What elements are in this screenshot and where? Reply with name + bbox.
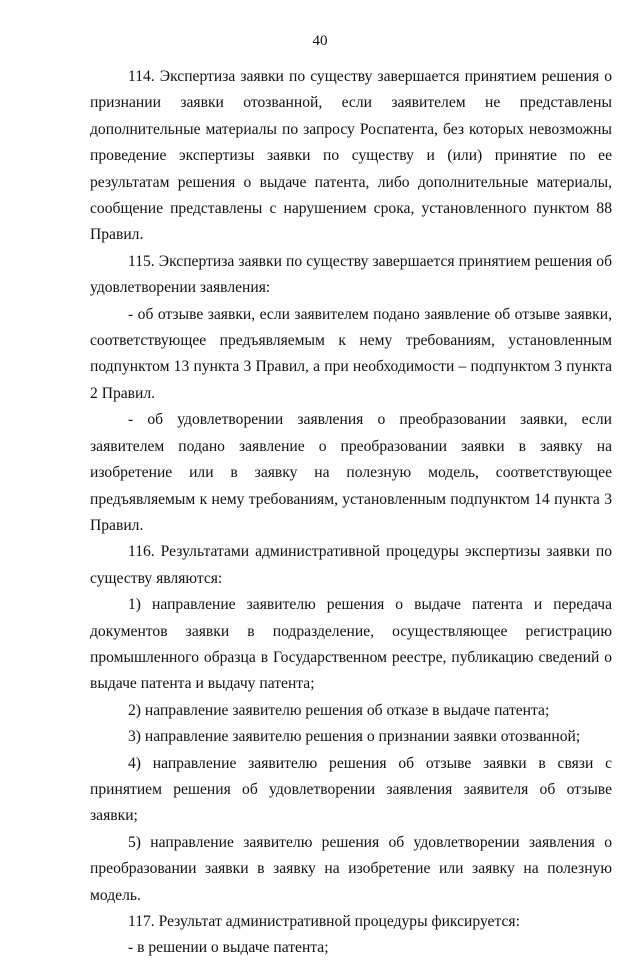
paragraph-115: 115. Экспертиза заявки по существу завершается принятием решения об удовлетворении заявления: <box>90 252 612 297</box>
document-body <box>90 64 612 962</box>
paragraph-116: 116. Результатами административной процедуры экспертизы заявки по существу являются: <box>90 543 612 587</box>
paragraph-116-item-2: 2) направление заявителю решения об отказе в выдаче патента; <box>128 701 550 719</box>
paragraph-116-item-3: 3) направление заявителю решения о признании заявки отозванной; <box>128 728 581 746</box>
paragraph-114: 114. Экспертиза заявки по существу завершается принятием решения о признании заявки отозванной, если заявителем не представлены дополнительные материалы по запросу Роспатента, без которых невозможны проведение экспертизы заявки по существу и (или) принятие по ее результатам решения о выдаче патента, либо дополнительные материалы, сообщение представлены с нарушением срока, установленного пунктом 88 Правил. <box>90 68 612 244</box>
paragraph-115-item-conversion: - об удовлетворении заявления о преобразовании заявки, если заявителем подано заявление о преобразовании заявки в заявку на изобретение или в заявку на полезную модель, соответствующее предъявляемым к нему требованиям, установленным подпунктом 14 пункта 3 Правил. <box>90 411 612 534</box>
paragraph-117: 117. Результат административной процедуры фиксируется: <box>128 913 520 930</box>
paragraph-115-item-withdrawal: - об отзыве заявки, если заявителем подано заявление об отзыве заявки, соответствующее предъявляемым к нему требованиям, установленным подпунктом 13 пункта 3 Правил, а при необходимости – подпунктом 3 пункта 2 Правил. <box>90 305 612 402</box>
paragraph-116-item-4: 4) направление заявителю решения об отзыве заявки в связи с принятием решения об удовлетворении заявления заявителя об отзыве заявки; <box>90 754 612 825</box>
page-number: 40 <box>312 33 328 49</box>
paragraph-116-item-1: 1) направление заявителю решения о выдаче патента и передача документов заявки в подразделение, осуществляющее регистрацию промышленного образца в Государственном реестре, публикацию сведений о выдаче патента и выдачу патента; <box>90 596 612 693</box>
paragraph-117-item-1: - в решении о выдаче патента; <box>128 939 329 957</box>
paragraph-116-item-5: 5) направление заявителю решения об удовлетворении заявления о преобразовании заявки в заявку на изобретение или заявку на полезную модель. <box>90 833 612 904</box>
